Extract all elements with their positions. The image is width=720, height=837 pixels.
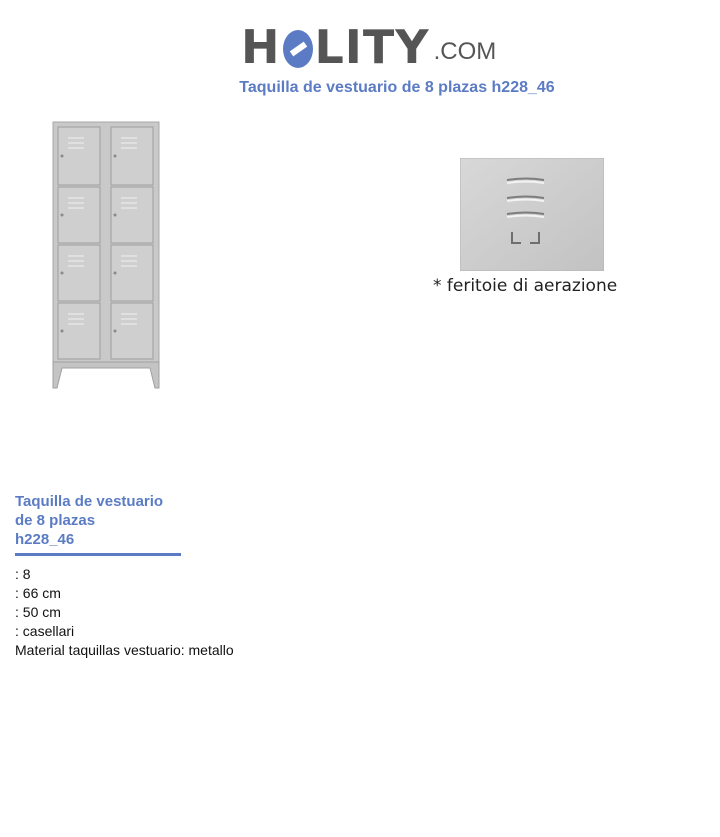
logo-text-lity: LITY	[314, 20, 430, 74]
spec-item: : 8	[15, 566, 31, 582]
logo-text-h: H	[241, 20, 281, 74]
product-title-line-3: h228_46	[15, 531, 75, 548]
holity-logo[interactable]	[241, 10, 497, 74]
spec-list	[15, 565, 234, 660]
spec-item-material: Material taquillas vestuario: metallo	[15, 642, 234, 658]
product-title-line-2: de 8 plazas	[15, 512, 96, 529]
title-underline	[15, 553, 181, 556]
logo-suffix: .COM	[433, 38, 497, 65]
product-title-line-1: Taquilla de vestuario	[15, 493, 164, 510]
locker-image	[50, 120, 162, 395]
ventilation-caption: * feritoie di aerazione	[433, 276, 618, 296]
ventilation-detail-image	[460, 158, 604, 276]
logo-ball-icon	[283, 30, 313, 68]
product-title	[15, 492, 181, 549]
spec-item: : casellari	[15, 623, 75, 639]
spec-item: : 66 cm	[15, 585, 61, 601]
page-title: Taquilla de vestuario de 8 plazas h228_46	[239, 79, 555, 96]
spec-item: : 50 cm	[15, 604, 61, 620]
